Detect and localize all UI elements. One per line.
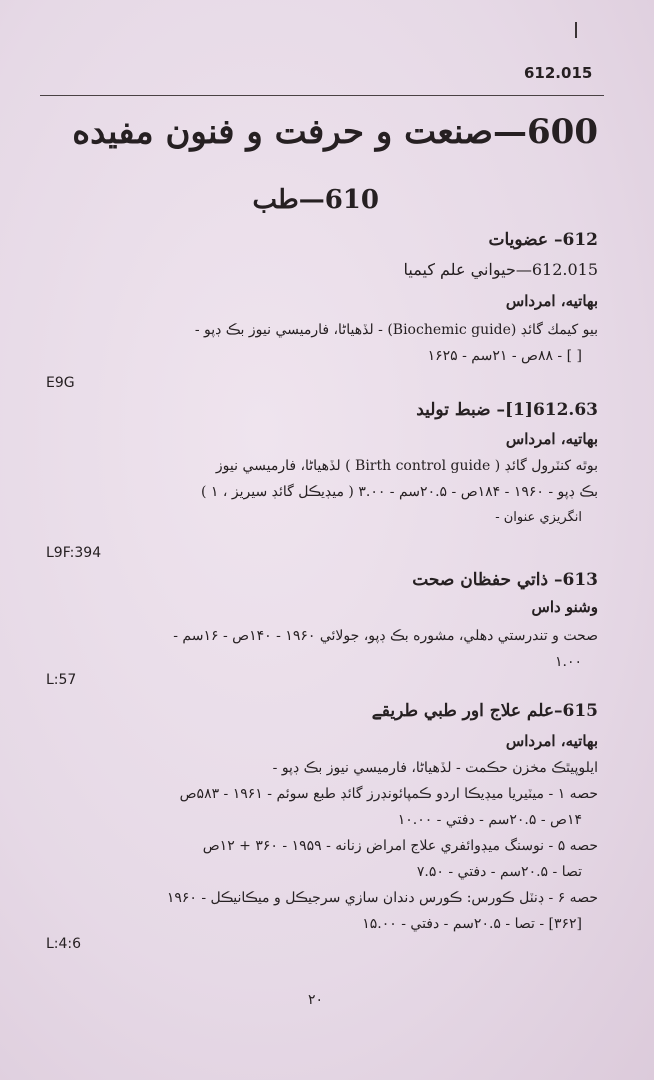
entry-613-line: صحت و تندرستي دهلي، مشوره بڪ ڊپو، جولائي ۱۹۶۰ - ۱۴۰ص - ۱۶سم - [173,628,598,644]
entry-612-63-line: انگريزي عنوان - [495,510,582,525]
entry-615-call-number: L:4:6 [46,936,82,952]
entry-615-author: بهاتيه، امرداس [505,732,598,750]
entry-612-63-call-number: L9F:394 [46,545,102,561]
entry-615-line: حصه ۶ - ڊنٽل ڪورس: ڪورس دندان سازي سرجيڪل و ميڪانيڪل - ۱۹۶۰ [166,890,598,906]
entry-612-heading: 612– عضويات [488,230,598,250]
entry-612-line: [ ] - ۸۸ص - ۲۱سم - ۱۶۲۵ [427,348,582,364]
entry-615-line: ايلوپيٿڪ مخزن حڪمت - لڏهياڻا، فارميسي نيوز بڪ ڊپو - [272,760,598,776]
entry-613-author: وشنو داس [531,598,598,616]
entry-612-call-number: E9G [46,375,75,391]
page-class-reference: 612.015 [524,64,593,82]
entry-612-subclass: 612.015—حيواني علم كيميا [403,260,598,279]
entry-613-line: ۱.۰۰ [554,654,582,670]
entry-612-63-line: بڪ ڊپو - ۱۹۶۰ - ۱۸۴ص - ۲۰.۵سم - ۳.۰۰ ( ميڊيڪل گائڊ سيريز ، ۱ ) [201,484,598,500]
header-rule [40,95,604,96]
entry-615-heading: 615–علم علاج اور طبي طريقے [371,701,598,721]
entry-615-line: حصه ۱ - ميٽيريا ميڊيڪا اردو ڪمپائونڊرز گائڊ طبع سوئم - ۱۹۶۱ - ۵۸۳ص [179,786,598,802]
entry-615-line: [۳۶۲] - تصا - ۲۰.۵سم - دفتي - ۱۵.۰۰ [362,916,582,932]
entry-615-line: ۱۴ص - ۲۰.۵سم - دفتي - ۱۰.۰۰ [397,812,582,828]
entry-615-line: حصه ۵ - نوسنگ ميڊوائفري علاج امراض زنانه - ۱۹۵۹ - ۳۶۰ + ۱۲ص [202,838,598,854]
page-number: ۲۰ [308,992,324,1008]
entry-612-63-line: بوٿه کنٽرول گائڊ ( Birth control guide ) لڏهياڻا، فارميسي نيوز [215,458,598,474]
entry-612-line: بيو كيمك گائڊ (Biochemic guide) - لڏهياڻا، فارميسي نيوز بڪ ڊپو - [194,322,598,338]
entry-612-63-heading: 612.63[1]– ضبط توليد [416,400,598,420]
entry-613-call-number: L:57 [46,672,77,688]
entry-615-line: تصا - ۲۰.۵سم - دفتي - ۷.۵۰ [416,864,582,880]
entry-612-author: بهاتيه، امرداس [505,292,598,310]
sub-heading: 610—طب [252,185,379,215]
corner-mark [575,22,577,38]
entry-613-heading: 613– ذاتي حفظان صحت [412,570,598,590]
main-heading: 600—صنعت و حرفت و فنون مفيده [72,112,598,152]
entry-612-63-author: بهاتيه، امرداس [505,430,598,448]
